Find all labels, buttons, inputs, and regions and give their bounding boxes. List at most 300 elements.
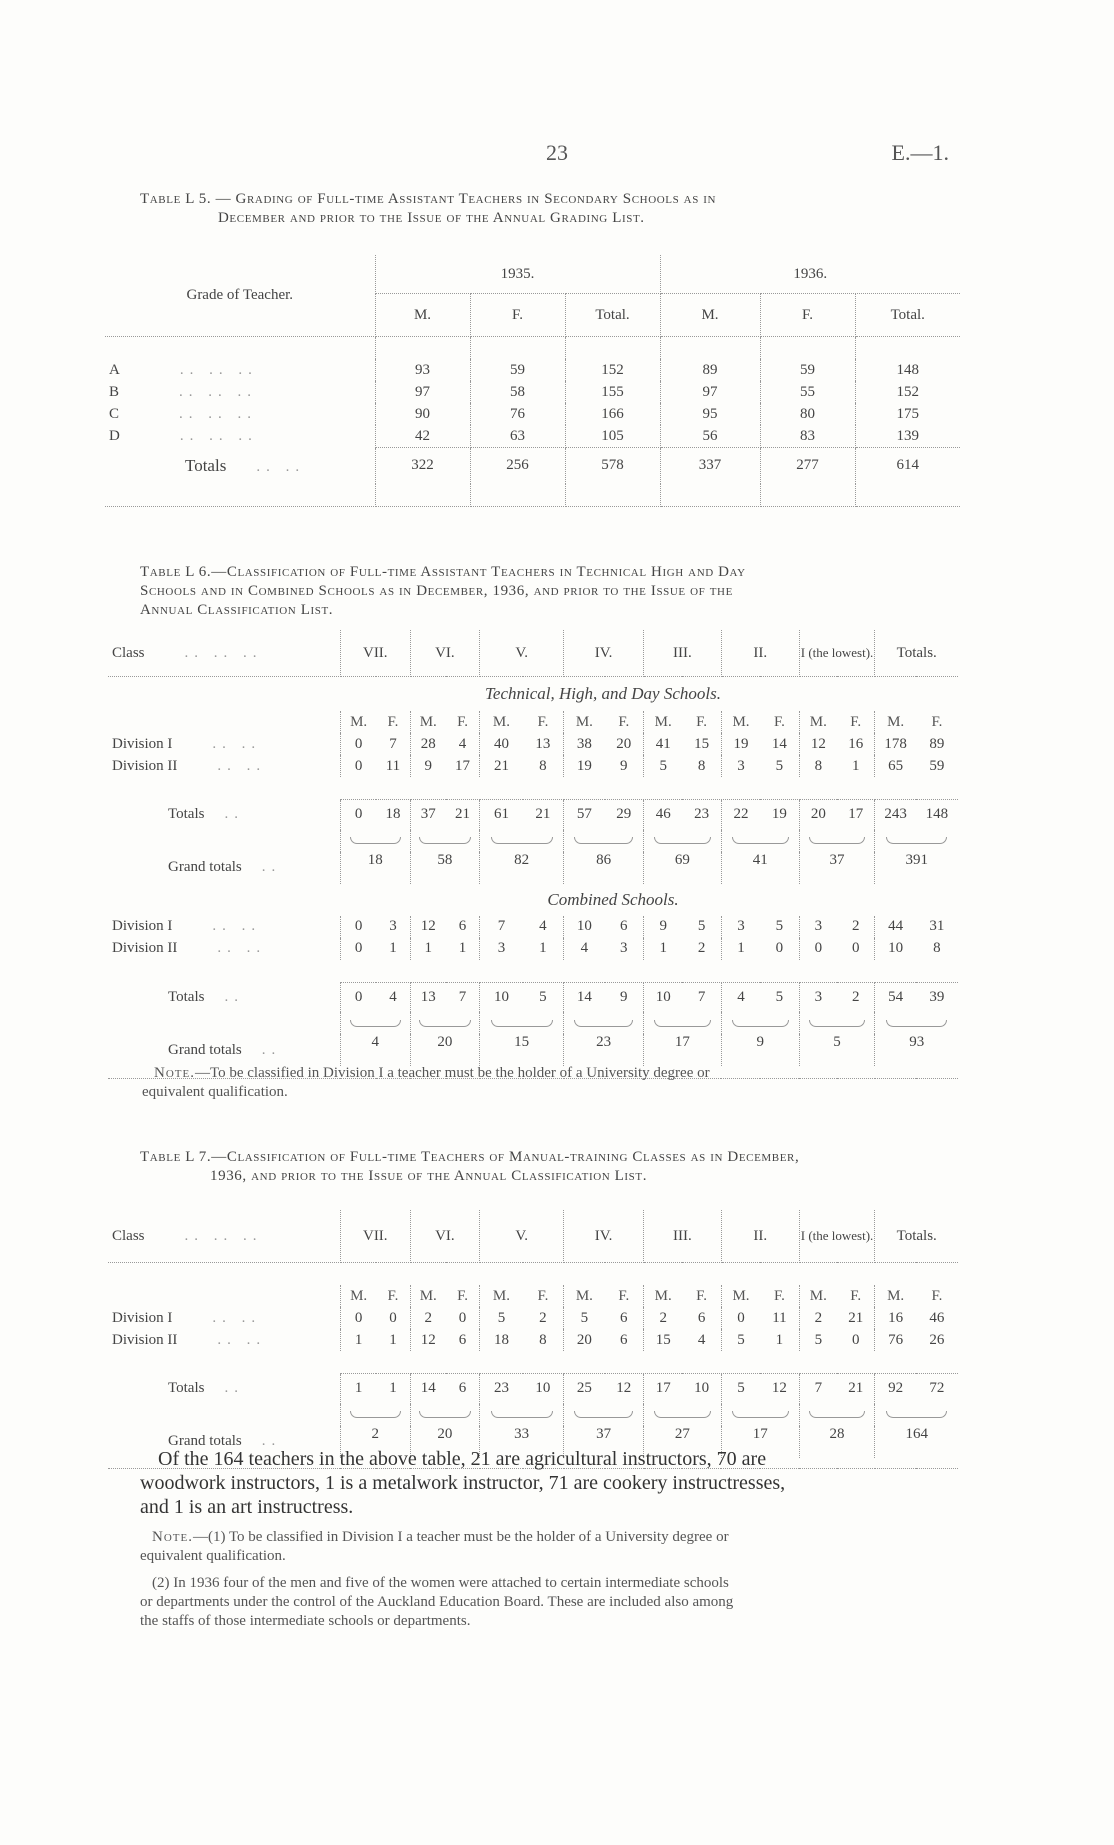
totals-label: Totals (185, 455, 227, 475)
grand-totals-row: Grand totals .. 2 20 33 37 27 17 28 164 (108, 1426, 958, 1458)
col-m: M. (799, 1285, 837, 1307)
totals-label: Totals (168, 1380, 205, 1396)
grand-totals-row: Grand totals .. 18 58 82 86 69 41 37 391 (108, 852, 958, 884)
cell: 1 (775, 1331, 784, 1348)
grade-label: A (109, 361, 120, 378)
grand-total-cell: 41 (721, 852, 799, 884)
cell: 22 (721, 800, 760, 830)
division-label: Division II (112, 940, 178, 956)
cell: 0 (389, 1309, 397, 1326)
brace (410, 1404, 480, 1426)
cell: 4 (458, 735, 467, 752)
note1-line2: equivalent qualification. (140, 1548, 286, 1564)
cell: 7 (389, 735, 397, 752)
cell: 5 (721, 1329, 760, 1351)
cell: 1 (644, 938, 683, 960)
cell: 2 (539, 1309, 547, 1326)
cell: 3 (721, 755, 760, 777)
para-line3: and 1 is an art instructress. (140, 1496, 354, 1518)
brace-row (108, 1404, 958, 1426)
cell: 42 (375, 425, 470, 448)
class-iv: IV. (564, 630, 644, 677)
col-m: M. (480, 711, 523, 733)
cell: 12 (616, 1380, 632, 1397)
brace (644, 1012, 722, 1034)
cell: 17 (455, 757, 471, 774)
brace (410, 830, 480, 852)
footer-notes (140, 1528, 970, 1631)
col-f: F. (387, 1287, 399, 1304)
totals-row: Totals .. 1 1 14 6 23 10 25 12 17 10 5 12 7 21 92 72 (108, 1374, 958, 1404)
cell: 3 (480, 938, 523, 960)
col-f: F. (537, 713, 549, 730)
cell: 95 (660, 403, 760, 425)
section-title: Technical, High, and Day Schools. (485, 684, 721, 703)
cell: 93 (375, 359, 470, 381)
grand-total-cell: 15 (480, 1034, 564, 1066)
grand-total-cell: 2 (340, 1426, 410, 1458)
cell: 10 (875, 938, 916, 960)
col-f-1935: F. (470, 294, 565, 337)
cell: 54 (875, 982, 916, 1012)
cell: 14 (410, 1374, 446, 1404)
col-m: M. (875, 711, 916, 733)
note1-line1: —(1) To be classified in Division I a teacher must be the holder of a University degree or (192, 1529, 729, 1545)
col-m: M. (875, 1285, 916, 1307)
brace (564, 1012, 644, 1034)
cell: 23 (480, 1374, 523, 1404)
class-label: Class (112, 644, 145, 661)
cell: 0 (340, 916, 376, 938)
cell: 1 (340, 1329, 376, 1351)
cell: 7 (458, 988, 467, 1005)
cell: 15 (644, 1329, 683, 1351)
cell: 152 (896, 383, 919, 400)
cell: 8 (539, 757, 547, 774)
grand-total-cell: 28 (799, 1426, 875, 1458)
table-row: B .. .. .. 97 58 155 97 55 152 (105, 381, 960, 403)
cell: 2 (851, 918, 860, 934)
col-f: F. (387, 713, 399, 730)
cell: 6 (458, 1331, 467, 1348)
grand-total-cell: 37 (799, 852, 875, 884)
col-m: M. (564, 1285, 605, 1307)
cell: 25 (564, 1374, 605, 1404)
cell: 4 (721, 982, 760, 1012)
brace (340, 1012, 410, 1034)
cell: 21 (535, 806, 551, 823)
col-m: M. (799, 711, 837, 733)
cell: 5 (775, 757, 784, 774)
brace (799, 830, 875, 852)
table7-caption-line1: Table L 7.—Classification of Full-time Teachers of Manual-training Classes as in December, (140, 1149, 800, 1165)
cell: 5 (539, 988, 547, 1005)
cell: 14 (771, 735, 787, 752)
grand-total-cell: 9 (721, 1034, 799, 1066)
cell: 7 (799, 1374, 837, 1404)
cell: 20 (564, 1329, 605, 1351)
grade-header: Grade of Teacher. (105, 255, 375, 337)
cell: 38 (564, 733, 605, 755)
cell: 0 (340, 755, 376, 777)
cell: 1 (458, 940, 467, 956)
cell: 337 (660, 448, 760, 484)
grand-total-cell: 20 (410, 1034, 480, 1066)
cell: 16 (848, 735, 864, 752)
cell: 41 (644, 733, 683, 755)
cell: 5 (799, 1329, 837, 1351)
cell: 0 (458, 1309, 467, 1326)
page-number: 23 (546, 140, 568, 165)
grade-label: C (109, 405, 120, 422)
cell: 11 (772, 1309, 787, 1326)
cell: 2 (644, 1307, 683, 1329)
cell: 10 (644, 982, 683, 1012)
grand-total-cell: 23 (564, 1034, 644, 1066)
col-f: F. (931, 1287, 943, 1304)
cell: 0 (775, 940, 784, 956)
cell: 57 (564, 800, 605, 830)
brace (875, 830, 958, 852)
cell: 0 (340, 1307, 376, 1329)
cell: 148 (925, 806, 949, 823)
para-line1: Of the 164 teachers in the above table, 21 are agricultural instructors, 70 are (158, 1448, 767, 1470)
cell: 175 (896, 405, 919, 422)
summary-paragraph (140, 1447, 970, 1519)
table-row: A .. .. .. 93 59 152 89 59 148 (105, 359, 960, 381)
cell: 46 (929, 1309, 945, 1326)
note2-line1: (2) In 1936 four of the men and five of the women were attached to certain intermediate schools (152, 1575, 729, 1591)
brace (480, 1404, 564, 1426)
cell: 21 (480, 755, 523, 777)
cell: 92 (875, 1374, 916, 1404)
cell: 6 (620, 1331, 628, 1348)
cell: 5 (697, 918, 706, 934)
cell: 61 (480, 800, 523, 830)
col-f: F. (850, 1287, 862, 1304)
table5-grading (105, 255, 960, 507)
brace (410, 1012, 480, 1034)
grand-totals-label: Grand totals (168, 1041, 242, 1058)
cell: 58 (470, 381, 565, 403)
cell: 17 (644, 1374, 683, 1404)
cell: 14 (564, 982, 605, 1012)
cell: 90 (375, 403, 470, 425)
cell: 105 (565, 425, 660, 448)
cell: 12 (771, 1380, 787, 1397)
cell: 8 (539, 1331, 547, 1348)
cell: 12 (410, 1329, 446, 1351)
cell: 39 (929, 988, 945, 1005)
col-f: F. (618, 713, 630, 730)
cell: 0 (721, 1307, 760, 1329)
cell: 5 (564, 1307, 605, 1329)
grand-total-cell: 18 (340, 852, 410, 884)
grand-total-cell: 93 (875, 1034, 958, 1066)
cell: 3 (799, 982, 837, 1012)
division-label: Division I (112, 918, 173, 934)
cell: 65 (875, 755, 916, 777)
cell: 28 (410, 733, 446, 755)
grand-total-cell: 27 (644, 1426, 722, 1458)
cell: 59 (470, 359, 565, 381)
cell: 23 (694, 806, 710, 823)
cell: 19 (564, 755, 605, 777)
cell: 80 (760, 403, 855, 425)
brace (644, 1404, 722, 1426)
cell: 18 (385, 806, 401, 823)
cell: 6 (458, 918, 467, 934)
col-total-1935: Total. (565, 294, 660, 337)
class-v: V. (480, 1210, 564, 1263)
table-row: Division I .. .. 0 3 12 6 7 4 10 6 9 5 3 5 3 2 44 31 (108, 916, 958, 938)
class-iii: III. (644, 1210, 722, 1263)
cell: 76 (470, 403, 565, 425)
cell: 16 (875, 1307, 916, 1329)
cell: 10 (480, 982, 523, 1012)
division-label: Division I (112, 1309, 173, 1326)
cell: 59 (760, 359, 855, 381)
table6-caption (140, 563, 980, 620)
brace (340, 1404, 410, 1426)
class-ii: II. (721, 1210, 799, 1263)
cell: 155 (565, 381, 660, 403)
class-i-lowest: I (the lowest). (799, 630, 875, 677)
cell: 89 (660, 359, 760, 381)
col-m: M. (410, 1285, 446, 1307)
table5-caption-line1: Table L 5. — Grading of Full-time Assistant Teachers in Secondary Schools as in (140, 191, 717, 207)
cell: 4 (697, 1331, 706, 1348)
class-totals: Totals. (875, 630, 958, 677)
division-label: Division II (112, 1331, 178, 1348)
cell: 4 (389, 988, 397, 1005)
para-line2: woodwork instructors, 1 is a metalwork instructor, 71 are cookery instructresses, (140, 1472, 786, 1494)
table-row: C .. .. .. 90 76 166 95 80 175 (105, 403, 960, 425)
cell: 9 (644, 916, 683, 938)
table-row: Division I .. .. 0 7 28 4 40 13 38 20 41 15 19 14 12 16 178 89 (108, 733, 958, 755)
brace (875, 1404, 958, 1426)
cell: 89 (929, 735, 945, 752)
cell: 2 (799, 1307, 837, 1329)
col-m: M. (644, 711, 683, 733)
cell: 31 (929, 918, 945, 934)
cell: 5 (480, 1307, 523, 1329)
note2-line3: the staffs of those intermediate schools or departments. (140, 1613, 471, 1629)
col-f: F. (773, 1287, 785, 1304)
cell: 0 (799, 938, 837, 960)
col-total-1936: Total. (855, 294, 960, 337)
table6-classification: Class .. .. .. VII. VI. V. IV. III. II. I (the lowest). Totals. Technical, High, and Day Schools. M. F. M. F. M. F. M. F. M. F. M. F. M. F. M. F. Division I .. .. 0 7 28 4 40 13 38 20 41 15 19 14 12 16 178 89 Division II .. .. 0 11 9 17 21 8 19 9 5 8 3 5 8 1 65 59 Totals .. 0 18 37 21 61 21 57 29 46 23 22 19 20 17 243 148 Grand totals .. 18 58 82 86 69 41 37 391 Combined Schools. Division I .. .. 0 3 12 6 7 4 10 6 9 5 3 5 3 2 44 31 Division II .. .. 0 1 1 1 3 1 4 3 1 2 1 0 0 0 10 8 Totals .. 0 4 13 7 10 5 14 9 10 7 4 5 3 2 54 39 Grand totals .. 4 20 15 23 17 9 5 93 (108, 630, 958, 1079)
class-vi: VI. (410, 630, 480, 677)
grand-totals-label: Grand totals (168, 859, 242, 875)
cell: 9 (410, 755, 446, 777)
cell: 3 (799, 916, 837, 938)
table6-caption-line3: Annual Classification List. (140, 602, 334, 618)
cell: 7 (480, 916, 523, 938)
table6-caption-line2: Schools and in Combined Schools as in December, 1936, and prior to the Issue of the (140, 583, 733, 599)
col-f: F. (696, 713, 708, 730)
grand-total-cell: 17 (644, 1034, 722, 1066)
division-label: Division I (112, 735, 173, 752)
cell: 0 (851, 1331, 860, 1348)
table-row: Division II .. .. 0 11 9 17 21 8 19 9 5 8 3 5 8 1 65 59 (108, 755, 958, 777)
totals-label: Totals (168, 988, 205, 1005)
table5-caption-line2: December and prior to the Issue of the Annual Grading List. (218, 210, 645, 226)
class-ii: II. (721, 630, 799, 677)
grand-total-cell: 164 (875, 1426, 958, 1458)
class-vi: VI. (410, 1210, 480, 1263)
class-vii: VII. (340, 1210, 410, 1263)
col-f: F. (773, 713, 785, 730)
brace (799, 1404, 875, 1426)
grand-total-cell: 4 (340, 1034, 410, 1066)
cell: 5 (721, 1374, 760, 1404)
cell: 19 (721, 733, 760, 755)
table7-manual-training: Class .. .. .. VII. VI. V. IV. III. II. I (the lowest). Totals. M. F. M. F. M. F. M. F. M. F. M. F. M. F. M. F. Division I .. .. 0 0 2 0 5 2 5 6 2 6 0 11 2 21 16 46 Division II .. .. 1 1 12 6 18 8 20 6 15 4 5 1 5 0 76 26 Totals .. 1 1 14 6 23 10 25 12 17 10 5 12 7 21 92 72 Grand totals .. 2 20 33 37 27 17 28 164 (108, 1210, 958, 1469)
cell: 20 (616, 735, 632, 752)
cell: 15 (694, 735, 710, 752)
cell: 21 (848, 1309, 864, 1326)
year-1936-header: 1936. (660, 255, 960, 294)
cell: 2 (410, 1307, 446, 1329)
col-m: M. (721, 1285, 760, 1307)
cell: 1 (721, 938, 760, 960)
class-label: Class (112, 1227, 145, 1244)
cell: 13 (410, 982, 446, 1012)
note2-line2: or departments under the control of the Auckland Education Board. These are included also among (140, 1594, 734, 1610)
grand-total-cell: 86 (564, 852, 644, 884)
cell: 8 (697, 757, 706, 774)
table5-caption (140, 190, 960, 228)
cell: 18 (480, 1329, 523, 1351)
cell: 9 (620, 757, 628, 774)
cell: 55 (760, 381, 855, 403)
table-row: Division II .. .. 0 1 1 1 3 1 4 3 1 2 1 0 0 0 10 8 (108, 938, 958, 960)
cell: 8 (799, 755, 837, 777)
col-f: F. (457, 1287, 468, 1304)
cell: 0 (340, 800, 376, 830)
cell: 1 (389, 1380, 397, 1397)
col-m: M. (410, 711, 446, 733)
cell: 139 (855, 425, 960, 448)
cell: 578 (565, 448, 660, 484)
cell: 178 (875, 733, 916, 755)
cell: 9 (620, 988, 628, 1005)
brace (480, 1012, 564, 1034)
cell: 11 (385, 757, 401, 774)
class-iii: III. (644, 630, 722, 677)
cell: 72 (929, 1380, 945, 1397)
cell: 46 (644, 800, 683, 830)
col-f: F. (537, 1287, 549, 1304)
col-m: M. (721, 711, 760, 733)
grade-label: B (109, 383, 120, 400)
table7-caption-line2: 1936, and prior to the Issue of the Annual Classification List. (210, 1168, 648, 1184)
cell: 8 (933, 940, 941, 956)
grand-totals-row: Grand totals .. 4 20 15 23 17 9 5 93 (108, 1034, 958, 1066)
cell: 26 (929, 1331, 945, 1348)
cell: 10 (694, 1380, 710, 1397)
class-i-lowest: I (the lowest). (799, 1210, 875, 1263)
cell: 13 (535, 735, 551, 752)
section-title: Combined Schools. (547, 889, 679, 909)
brace (799, 1012, 875, 1034)
brace (644, 830, 722, 852)
cell: 0 (340, 982, 376, 1012)
grand-total-cell: 391 (875, 852, 958, 884)
cell: 277 (760, 448, 855, 484)
col-m: M. (644, 1285, 683, 1307)
cell: 1 (340, 1374, 376, 1404)
brace (480, 830, 564, 852)
col-m: M. (340, 1285, 376, 1307)
cell: 44 (875, 916, 916, 938)
table-row: Division II .. .. 1 1 12 6 18 8 20 6 15 4 5 1 5 0 76 26 (108, 1329, 958, 1351)
cell: 166 (565, 403, 660, 425)
brace (875, 1012, 958, 1034)
grand-total-cell: 37 (564, 1426, 644, 1458)
table6-caption-line1: Table L 6.—Classification of Full-time Assistant Teachers in Technical High and Day (140, 564, 746, 580)
cell: 152 (565, 359, 660, 381)
cell: 56 (660, 425, 760, 448)
class-vii: VII. (340, 630, 410, 677)
cell: 5 (775, 918, 784, 934)
class-iv: IV. (564, 1210, 644, 1263)
class-v: V. (480, 630, 564, 677)
grand-totals-label: Grand totals (168, 1433, 242, 1449)
page-reference: E.—1. (891, 140, 949, 165)
totals-row: Totals .. .. 322 256 578 337 277 614 (105, 448, 960, 484)
class-totals: Totals. (875, 1210, 958, 1263)
grand-total-cell: 17 (721, 1426, 799, 1458)
brace-row (108, 1012, 958, 1034)
cell: 614 (896, 457, 919, 474)
brace (564, 830, 644, 852)
note-text2: equivalent qualification. (142, 1084, 288, 1100)
grand-total-cell: 82 (480, 852, 564, 884)
cell: 10 (564, 916, 605, 938)
cell: 3 (620, 940, 628, 956)
table7-caption (140, 1148, 980, 1186)
cell: 10 (535, 1380, 551, 1397)
cell: 7 (697, 988, 706, 1005)
cell: 21 (455, 806, 471, 823)
brace (564, 1404, 644, 1426)
mf-header-row (108, 1285, 958, 1307)
cell: 5 (775, 988, 784, 1005)
col-f-1936: F. (760, 294, 855, 337)
grand-total-cell: 20 (410, 1426, 480, 1458)
cell: 3 (389, 918, 397, 934)
col-f: F. (696, 1287, 708, 1304)
grand-total-cell: 5 (799, 1034, 875, 1066)
cell: 243 (875, 800, 916, 830)
year-1935-header: 1935. (375, 255, 660, 294)
col-f: F. (931, 713, 943, 730)
cell: 17 (848, 806, 864, 823)
brace-row (108, 830, 958, 852)
cell: 97 (375, 381, 470, 403)
grand-total-cell: 33 (480, 1426, 564, 1458)
table-row: D .. .. .. 42 63 105 56 83 139 (105, 425, 960, 448)
cell: 40 (480, 733, 523, 755)
cell: 0 (340, 938, 376, 960)
grand-total-cell: 58 (410, 852, 480, 884)
cell: 6 (458, 1380, 467, 1397)
mf-header-row (108, 711, 958, 733)
cell: 21 (848, 1380, 864, 1397)
cell: 6 (620, 1309, 628, 1326)
